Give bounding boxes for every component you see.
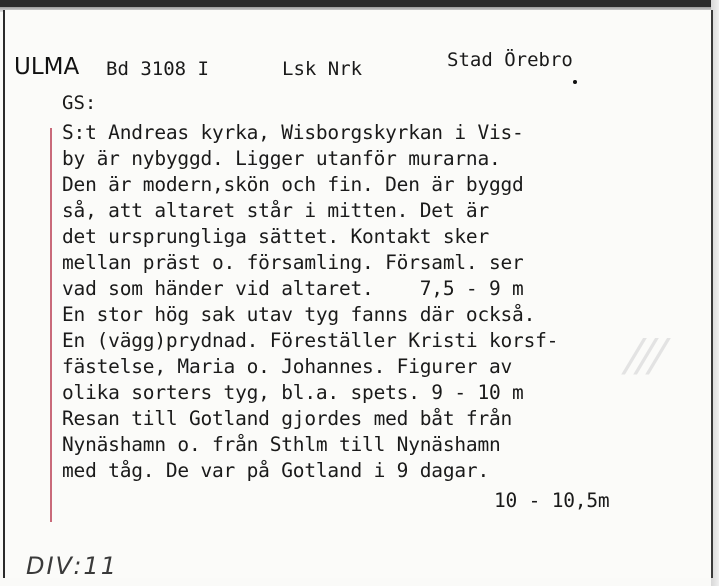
parish-code: Lsk Nrk — [282, 58, 363, 80]
text-line: 10 - 10,5m — [494, 489, 610, 512]
ink-dot — [573, 80, 577, 84]
archive-code: ULMA — [14, 54, 80, 80]
text-line: S:t Andreas kyrka, Wisborgskyrkan i Vis- — [62, 121, 524, 144]
text-line: med tåg. De var på Gotland i 9 dagar. — [62, 459, 489, 482]
place-name: Stad Örebro — [447, 49, 573, 71]
handwritten-archive-mark: DIV:11 — [26, 552, 118, 580]
bleed-through-marks: ⁄⁄⁄ — [630, 330, 667, 386]
text-line: olika sorters tyg, bl.a. spets. 9 - 10 m — [62, 381, 524, 404]
text-line: så, att altaret står i mitten. Det är — [62, 199, 489, 222]
signum: Bd 3108 I — [106, 58, 209, 80]
text-line: by är nybyggd. Ligger utanför murarna. — [62, 147, 501, 170]
text-line: Den är modern,skön och fin. Den är byggd — [62, 173, 524, 196]
scan-top-edge — [0, 0, 719, 7]
text-line: det ursprungliga sättet. Kontakt sker — [62, 225, 489, 248]
text-line: fästelse, Maria o. Johannes. Figurer av — [62, 355, 513, 378]
text-line: mellan präst o. församling. Församl. ser — [62, 251, 524, 274]
text-line: Resan till Gotland gjordes med båt från — [62, 407, 513, 430]
text-line: En stor hög sak utav tyg fanns där också. — [62, 303, 536, 326]
informant-initials: GS: — [62, 92, 97, 114]
text-line: En (vägg)prydnad. Föreställer Kristi korsf- — [62, 329, 559, 352]
red-margin-line — [50, 128, 52, 522]
text-line: Nynäshamn o. från Sthlm till Nynäshamn — [62, 433, 501, 456]
text-line: vad som händer vid altaret. 7,5 - 9 m — [62, 277, 524, 300]
